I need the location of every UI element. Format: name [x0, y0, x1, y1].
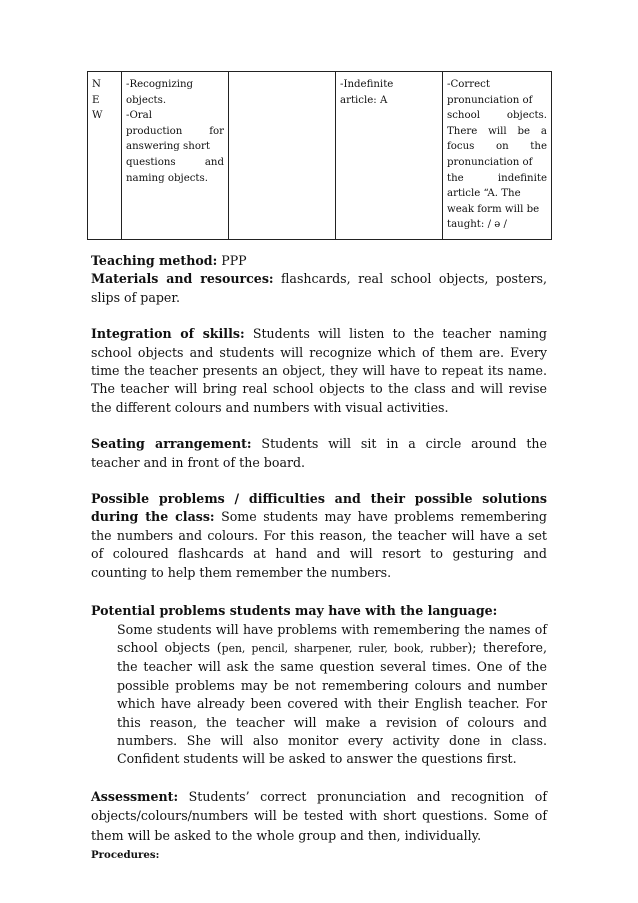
cell-line: objects. — [126, 94, 167, 106]
stage-letter: W — [92, 110, 103, 122]
cell-line — [447, 139, 547, 155]
cell-line — [447, 108, 547, 124]
cell-line: pronunciation of — [447, 156, 533, 168]
language-cell — [336, 72, 443, 240]
section-text: Students will listen to the teacher naming school objects and students will recognize which of them are. Every time the teacher presents an object, they will have to repeat its name. The teacher will bring real school objects to the class and will revise the different colours and numbers with visual activities. — [91, 326, 547, 415]
language-problems-text — [91, 621, 547, 769]
section-text: Some students may have problems remembering the numbers and colours. For this reason, the teacher will have a set of coloured flashcards at hand and will resort to gesturing and counting to help them remember the numbers. — [91, 509, 547, 580]
cell-line — [126, 155, 224, 171]
assessment — [91, 787, 547, 846]
aims-cell — [122, 72, 229, 240]
stage-letter: E — [92, 94, 100, 106]
cell-line-text: questions — [126, 156, 176, 168]
cell-line-text: a — [540, 125, 547, 137]
notes-cell — [443, 72, 552, 240]
cell-line — [126, 124, 224, 140]
possible-problems — [91, 490, 547, 582]
cell-line: naming objects. — [126, 172, 208, 184]
cell-line-text: will — [488, 125, 507, 137]
materials — [91, 270, 547, 307]
section-label: Materials and resources: — [91, 271, 274, 287]
lesson-stage-table — [87, 71, 552, 240]
cell-line: article: A — [340, 94, 388, 106]
cell-line-text: be — [517, 125, 531, 137]
cell-line: pronunciation of — [447, 94, 533, 106]
seating-arrangement — [91, 435, 547, 472]
cell-line: -Oral — [126, 110, 152, 122]
empty-cell — [229, 72, 336, 240]
cell-line-text: and — [204, 156, 224, 168]
section-text: Students’ correct pronunciation and recognition of objects/colours/numbers will be tested with short questions. Some of them will be asked to the whole group and then, individually. — [91, 788, 547, 843]
section-text: ); therefore, the teacher will ask the same question several times. One of the possible problems may be not remembering colours and number which have already been covered with their English teacher. For this reason, the teacher will make a revision of colours and numbers. She will also monitor every activity done in class. Confident students will be asked to answer the questions first. — [117, 639, 548, 767]
section-label: Possible problems / difficulties and their possible solutions during the class: — [91, 491, 547, 525]
section-label: Teaching method: — [91, 253, 218, 268]
cell-line: -Indefinite — [340, 79, 394, 90]
cell-line: taught: / ə / — [447, 219, 507, 231]
cell-line-text: indefinite — [497, 172, 547, 184]
section-text: PPP — [217, 253, 247, 268]
cell-line-text: objects. — [506, 110, 547, 122]
procedures-heading: Procedures: — [91, 848, 160, 861]
cell-line-text: the — [447, 172, 464, 184]
stage-letter: N — [92, 79, 101, 90]
lesson-plan-body — [91, 252, 547, 864]
section-label: Seating arrangement: — [91, 436, 252, 452]
table-row — [88, 72, 552, 240]
section-label: Integration of skills: — [91, 326, 245, 342]
section-text: Students will sit in a circle around the teacher and in front of the board. — [91, 436, 547, 470]
language-problems-heading — [91, 602, 547, 620]
stage-cell — [88, 72, 122, 240]
cell-line-text: focus — [447, 141, 475, 153]
section-text: flashcards, real school objects, posters, slips of paper. — [91, 271, 548, 305]
cell-line — [447, 171, 547, 187]
cell-line — [447, 124, 547, 140]
cell-line-text: production — [126, 125, 183, 137]
teaching-method — [91, 252, 547, 270]
cell-line-text: on — [496, 141, 509, 153]
cell-line-text: the — [530, 141, 547, 153]
cell-line: weak form will be — [447, 203, 540, 215]
cell-line: -Correct — [447, 79, 490, 90]
section-text: Some students will have problems with remembering the names of school objects ( — [117, 621, 547, 655]
integration-of-skills — [91, 325, 547, 417]
section-label: Assessment: — [91, 788, 179, 804]
cell-line-text: There — [447, 125, 478, 137]
cell-line: answering short — [126, 141, 210, 153]
school-objects-list: pen, pencil, sharpener, ruler, book, rubber — [221, 641, 468, 655]
cell-line-text: for — [209, 125, 224, 137]
cell-line-text: school — [447, 110, 481, 122]
cell-line: article “A. The — [447, 188, 521, 200]
cell-line: -Recognizing — [126, 79, 194, 90]
section-label: Potential problems students may have with the language: — [91, 603, 498, 619]
